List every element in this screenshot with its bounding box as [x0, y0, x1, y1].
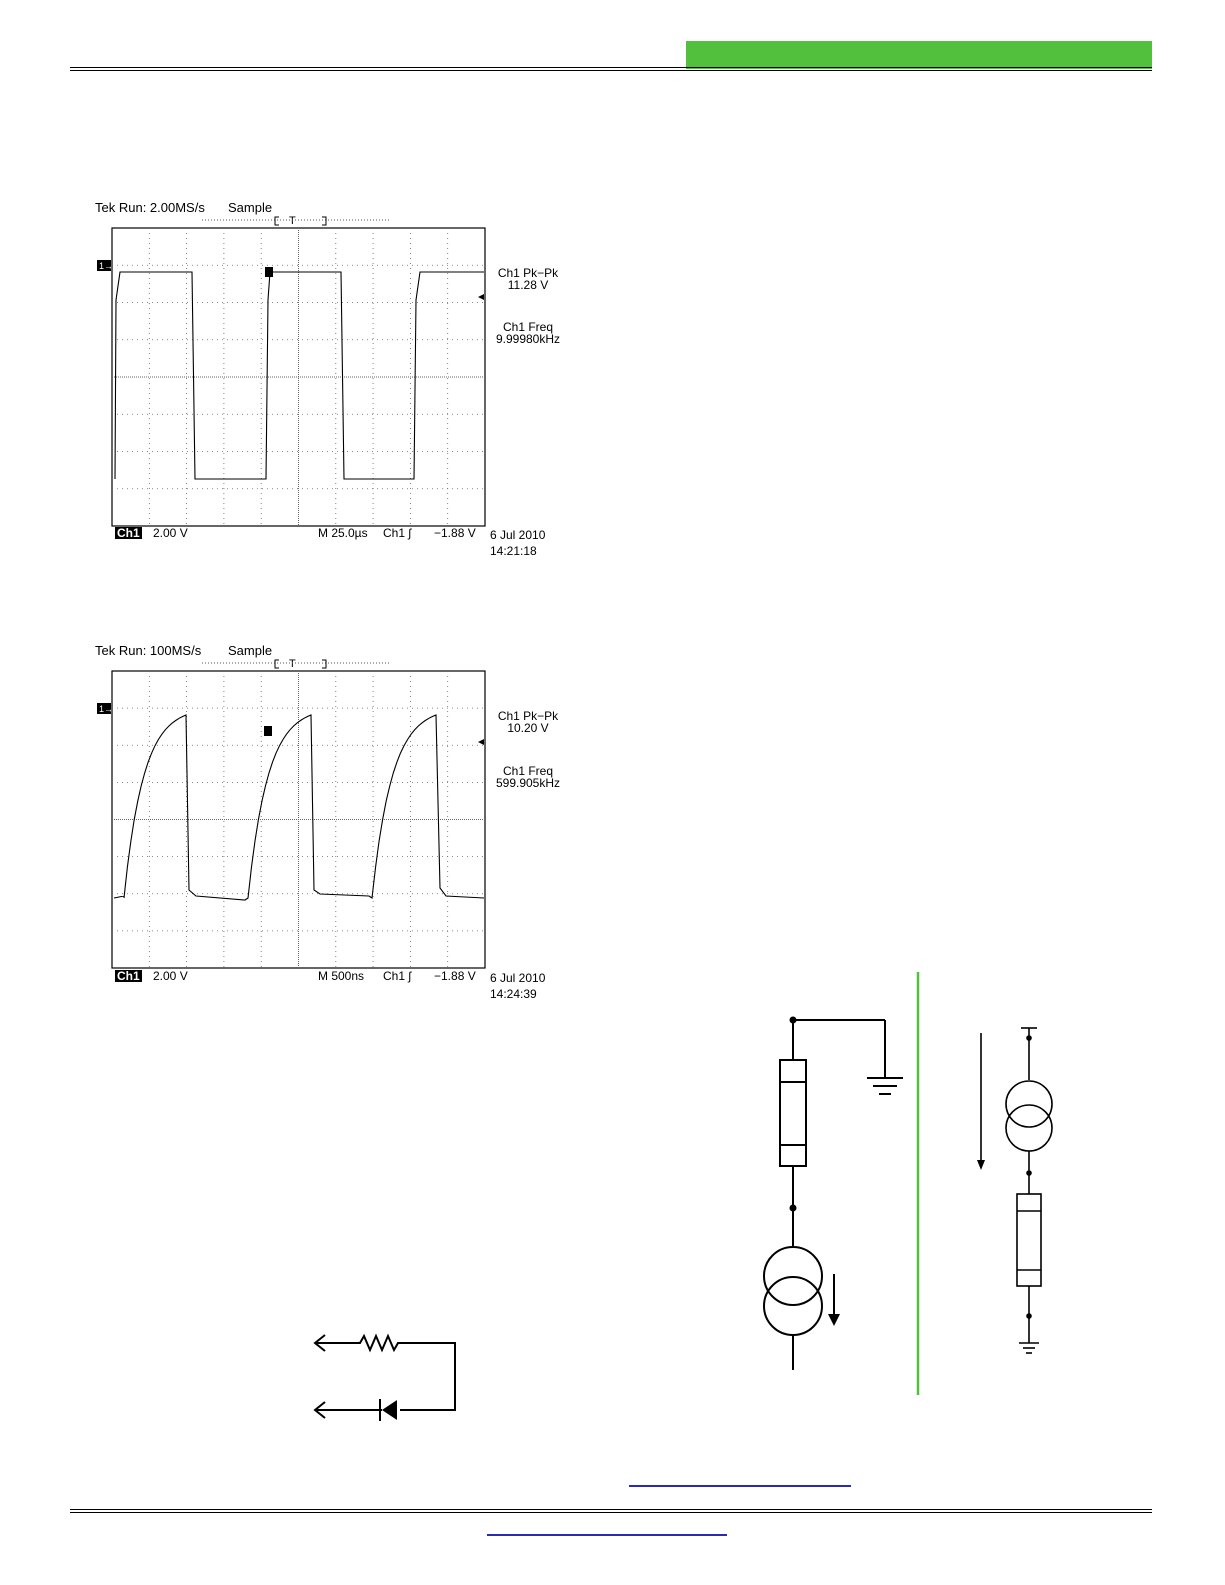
- trigger-position-marker: T: [289, 658, 296, 670]
- capture-time: 14:21:18: [490, 544, 537, 558]
- scope-mode: Sample: [228, 200, 273, 215]
- scope-status: Tek Run: 100MS/s: [95, 643, 202, 658]
- high-side-source: [981, 1028, 1052, 1353]
- capture-date: 6 Jul 2010: [490, 528, 546, 542]
- volts-per-div: 2.00 V: [153, 526, 188, 540]
- measurement-pk-pk: Ch1 Pk−Pk 10.20 V: [497, 709, 559, 735]
- channel-label: Ch1: [117, 969, 140, 983]
- scope-mode: Sample: [228, 643, 273, 658]
- svg-text:1→: 1→: [99, 704, 114, 714]
- trigger-source: Ch1 ʃ: [383, 526, 412, 540]
- measurement-pk-pk: Ch1 Pk−Pk 11.28 V: [497, 266, 559, 292]
- capture-date: 6 Jul 2010: [490, 971, 546, 985]
- trigger-level: −1.88 V: [434, 526, 476, 540]
- capture-time: 14:24:39: [490, 987, 537, 1001]
- hyperlink-underline[interactable]: [629, 1485, 851, 1487]
- volts-per-div: 2.00 V: [153, 969, 188, 983]
- scope-status: Tek Run: 2.00MS/s: [95, 200, 205, 215]
- footer-rule-bottom: [70, 1512, 1152, 1513]
- footer-rule-top: [70, 1509, 1152, 1510]
- trigger-level: −1.88 V: [434, 969, 476, 983]
- svg-text:1→: 1→: [99, 261, 114, 271]
- timebase: M 25.0µs: [318, 526, 368, 540]
- channel-label: Ch1: [117, 526, 140, 540]
- footer-link-underline[interactable]: [487, 1534, 727, 1536]
- measurement-freq: Ch1 Freq 599.905kHz: [495, 764, 561, 790]
- timebase: M 500ns: [318, 969, 365, 983]
- trigger-position-marker: T: [289, 215, 296, 227]
- measurement-freq: Ch1 Freq 9.99980kHz: [495, 320, 561, 346]
- trigger-source: Ch1 ʃ: [383, 969, 412, 983]
